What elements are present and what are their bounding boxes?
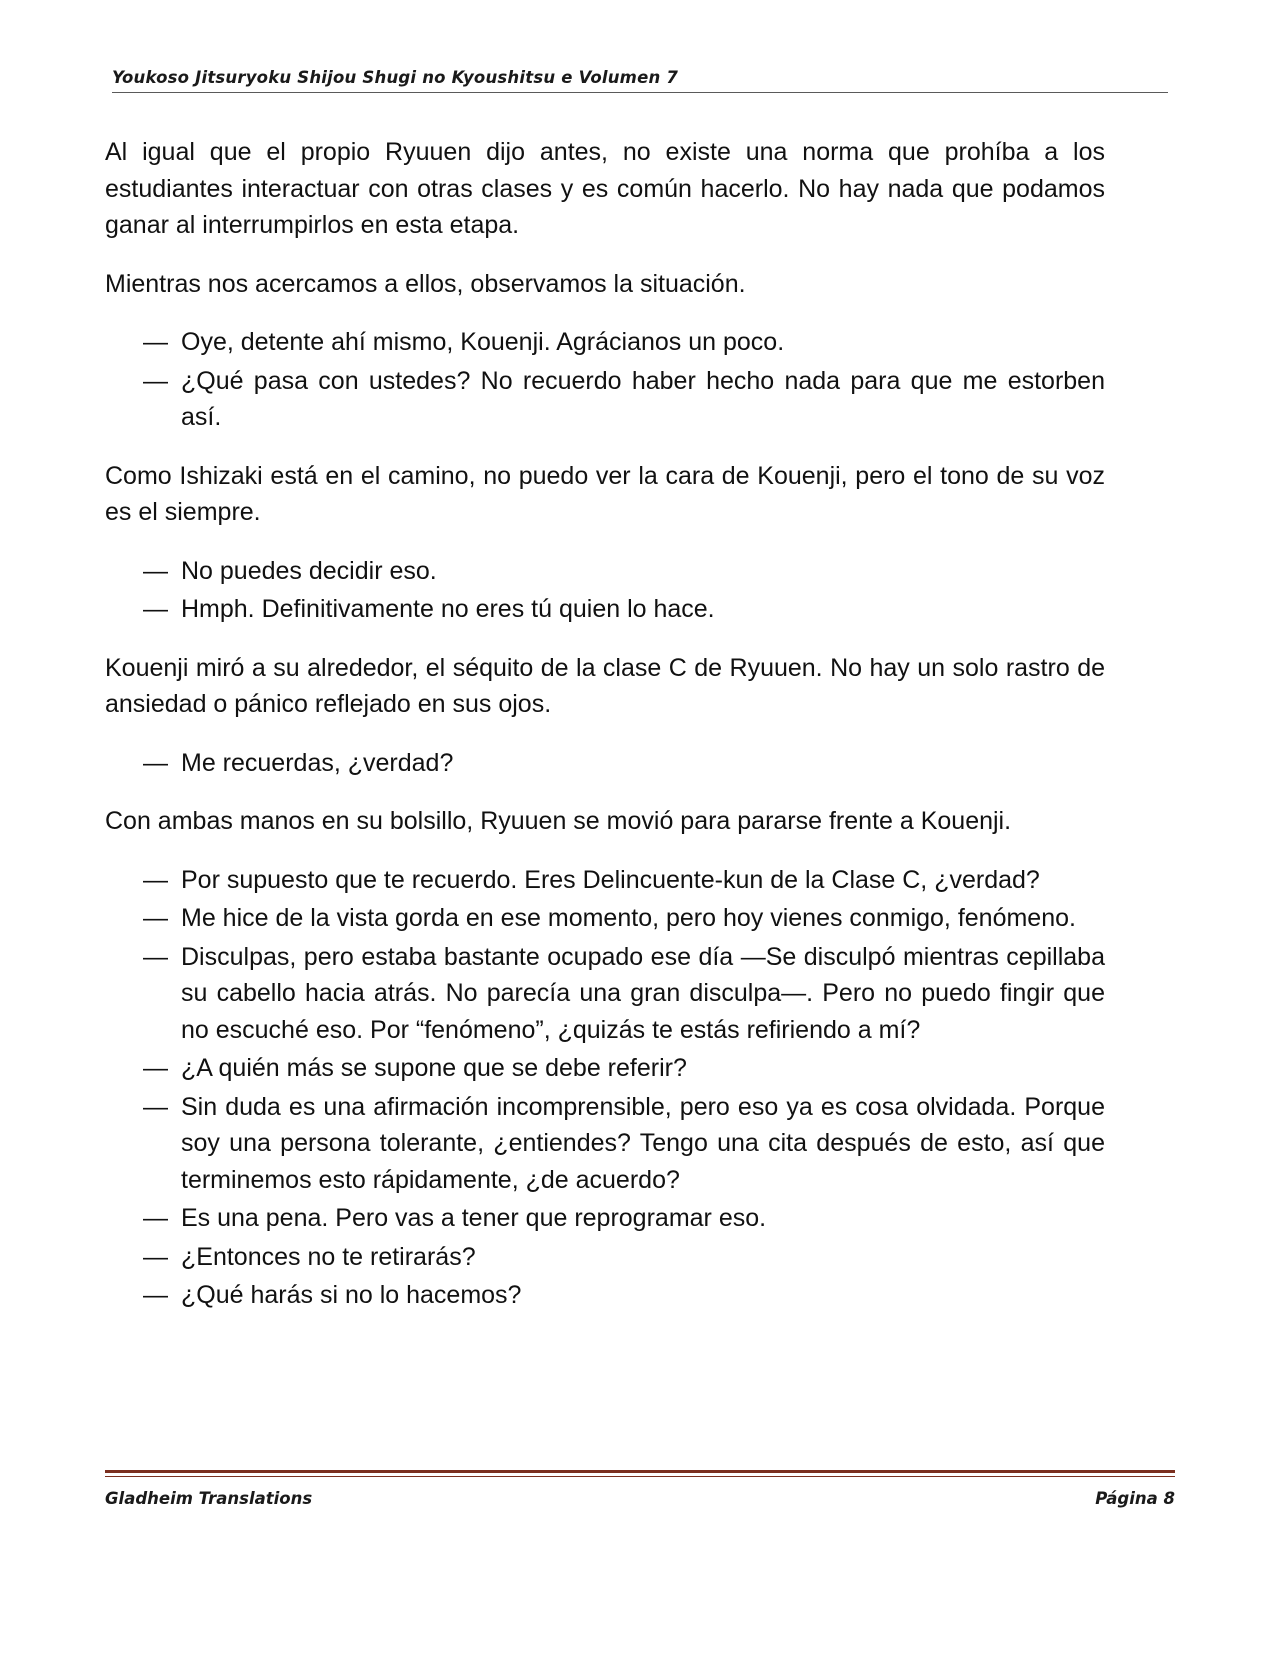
dialogue-line xyxy=(143,900,1105,937)
paragraph: Al igual que el propio Ryuuen dijo antes, no existe una norma que prohíba a los estudiantes interactuar con otras clases y es común hacerlo. No hay nada que podamos ganar al interrumpirlos en esta etapa. xyxy=(105,138,1105,239)
header-divider xyxy=(112,92,1168,93)
dialogue-line xyxy=(143,1277,1105,1314)
dialogue-dash: — xyxy=(143,1242,168,1271)
dialogue-text: ¿A quién más se supone que se debe referir? xyxy=(181,1054,687,1082)
paragraph: Como Ishizaki está en el camino, no puedo ver la cara de Kouenji, pero el tono de su voz es el siempre. xyxy=(105,461,1105,526)
dialogue-line xyxy=(143,1200,1105,1237)
dialogue-list xyxy=(105,553,1105,628)
dialogue-line xyxy=(143,324,1105,361)
dialogue-text: Oye, detente ahí mismo, Kouenji. Agrácianos un poco. xyxy=(181,328,785,356)
page-footer xyxy=(105,1470,1175,1508)
dialogue-text: No puedes decidir eso. xyxy=(181,556,437,585)
dialogue-text: Por supuesto que te recuerdo. Eres Delincuente-kun de la Clase C, ¿verdad? xyxy=(181,865,1040,894)
page-content xyxy=(105,134,1105,1336)
paragraph: Mientras nos acercamos a ellos, observamos la situación. xyxy=(105,269,746,298)
dialogue-list xyxy=(105,745,1105,782)
dialogue-dash: — xyxy=(143,1204,168,1232)
dialogue-text: Me recuerdas, ¿verdad? xyxy=(181,748,454,777)
dialogue-dash: — xyxy=(143,748,168,777)
dialogue-text: Hmph. Definitivamente no eres tú quien lo hace. xyxy=(181,595,715,623)
dialogue-dash: — xyxy=(143,1054,168,1082)
dialogue-line xyxy=(143,363,1105,436)
footer-divider-thick xyxy=(105,1470,1175,1473)
dialogue-dash: — xyxy=(143,595,168,623)
dialogue-line xyxy=(143,1239,1105,1276)
dialogue-line xyxy=(143,862,1105,899)
dialogue-dash: — xyxy=(143,556,168,585)
paragraph: Con ambas manos en su bolsillo, Ryuuen se movió para pararse frente a Kouenji. xyxy=(105,807,1012,835)
footer-credit: Gladheim Translations xyxy=(105,1489,313,1508)
dialogue-dash: — xyxy=(143,865,168,894)
dialogue-dash: — xyxy=(143,904,168,932)
dialogue-text: Disculpas, pero estaba bastante ocupado ese día —Se disculpó mientras cepillaba su cabello hacia atrás. No parecía una gran disculpa—. Pero no puedo fingir que no escuché eso. Por “fenómeno”, ¿quizás te estás refiriendo a mí? xyxy=(181,942,1105,1044)
dialogue-line xyxy=(143,553,1105,590)
dialogue-text: ¿Qué pasa con ustedes? No recuerdo haber hecho nada para que me estorben así. xyxy=(181,366,1105,431)
dialogue-text: Sin duda es una afirmación incomprensible, pero eso ya es cosa olvidada. Porque soy una persona tolerante, ¿entiendes? Tengo una cita después de esto, así que terminemos esto rápidamente, ¿de acuerdo? xyxy=(181,1092,1105,1194)
footer-divider-thin xyxy=(105,1476,1175,1477)
dialogue-text: ¿Entonces no te retirarás? xyxy=(181,1242,476,1271)
dialogue-dash: — xyxy=(143,328,168,356)
dialogue-list xyxy=(105,324,1105,436)
dialogue-dash: — xyxy=(143,942,168,971)
paragraph: Kouenji miró a su alrededor, el séquito de la clase C de Ryuuen. No hay un solo rastro de ansiedad o pánico reflejado en sus ojos. xyxy=(105,653,1105,718)
dialogue-dash: — xyxy=(143,1281,168,1309)
page-header xyxy=(112,68,1168,93)
dialogue-text: ¿Qué harás si no lo hacemos? xyxy=(181,1281,522,1309)
dialogue-line xyxy=(143,939,1105,1049)
header-title: Youkoso Jitsuryoku Shijou Shugi no Kyoushitsu e Volumen 7 xyxy=(112,68,679,87)
dialogue-line xyxy=(143,1089,1105,1199)
dialogue-line xyxy=(143,745,1105,782)
dialogue-dash: — xyxy=(143,1092,168,1121)
dialogue-text: Es una pena. Pero vas a tener que reprogramar eso. xyxy=(181,1204,767,1232)
footer-row xyxy=(105,1489,1175,1508)
dialogue-list xyxy=(105,862,1105,1314)
dialogue-dash: — xyxy=(143,366,168,395)
page-number: Página 8 xyxy=(1095,1489,1175,1508)
dialogue-line xyxy=(143,591,1105,628)
dialogue-text: Me hice de la vista gorda en ese momento, pero hoy vienes conmigo, fenómeno. xyxy=(181,904,1076,932)
dialogue-line xyxy=(143,1050,1105,1087)
